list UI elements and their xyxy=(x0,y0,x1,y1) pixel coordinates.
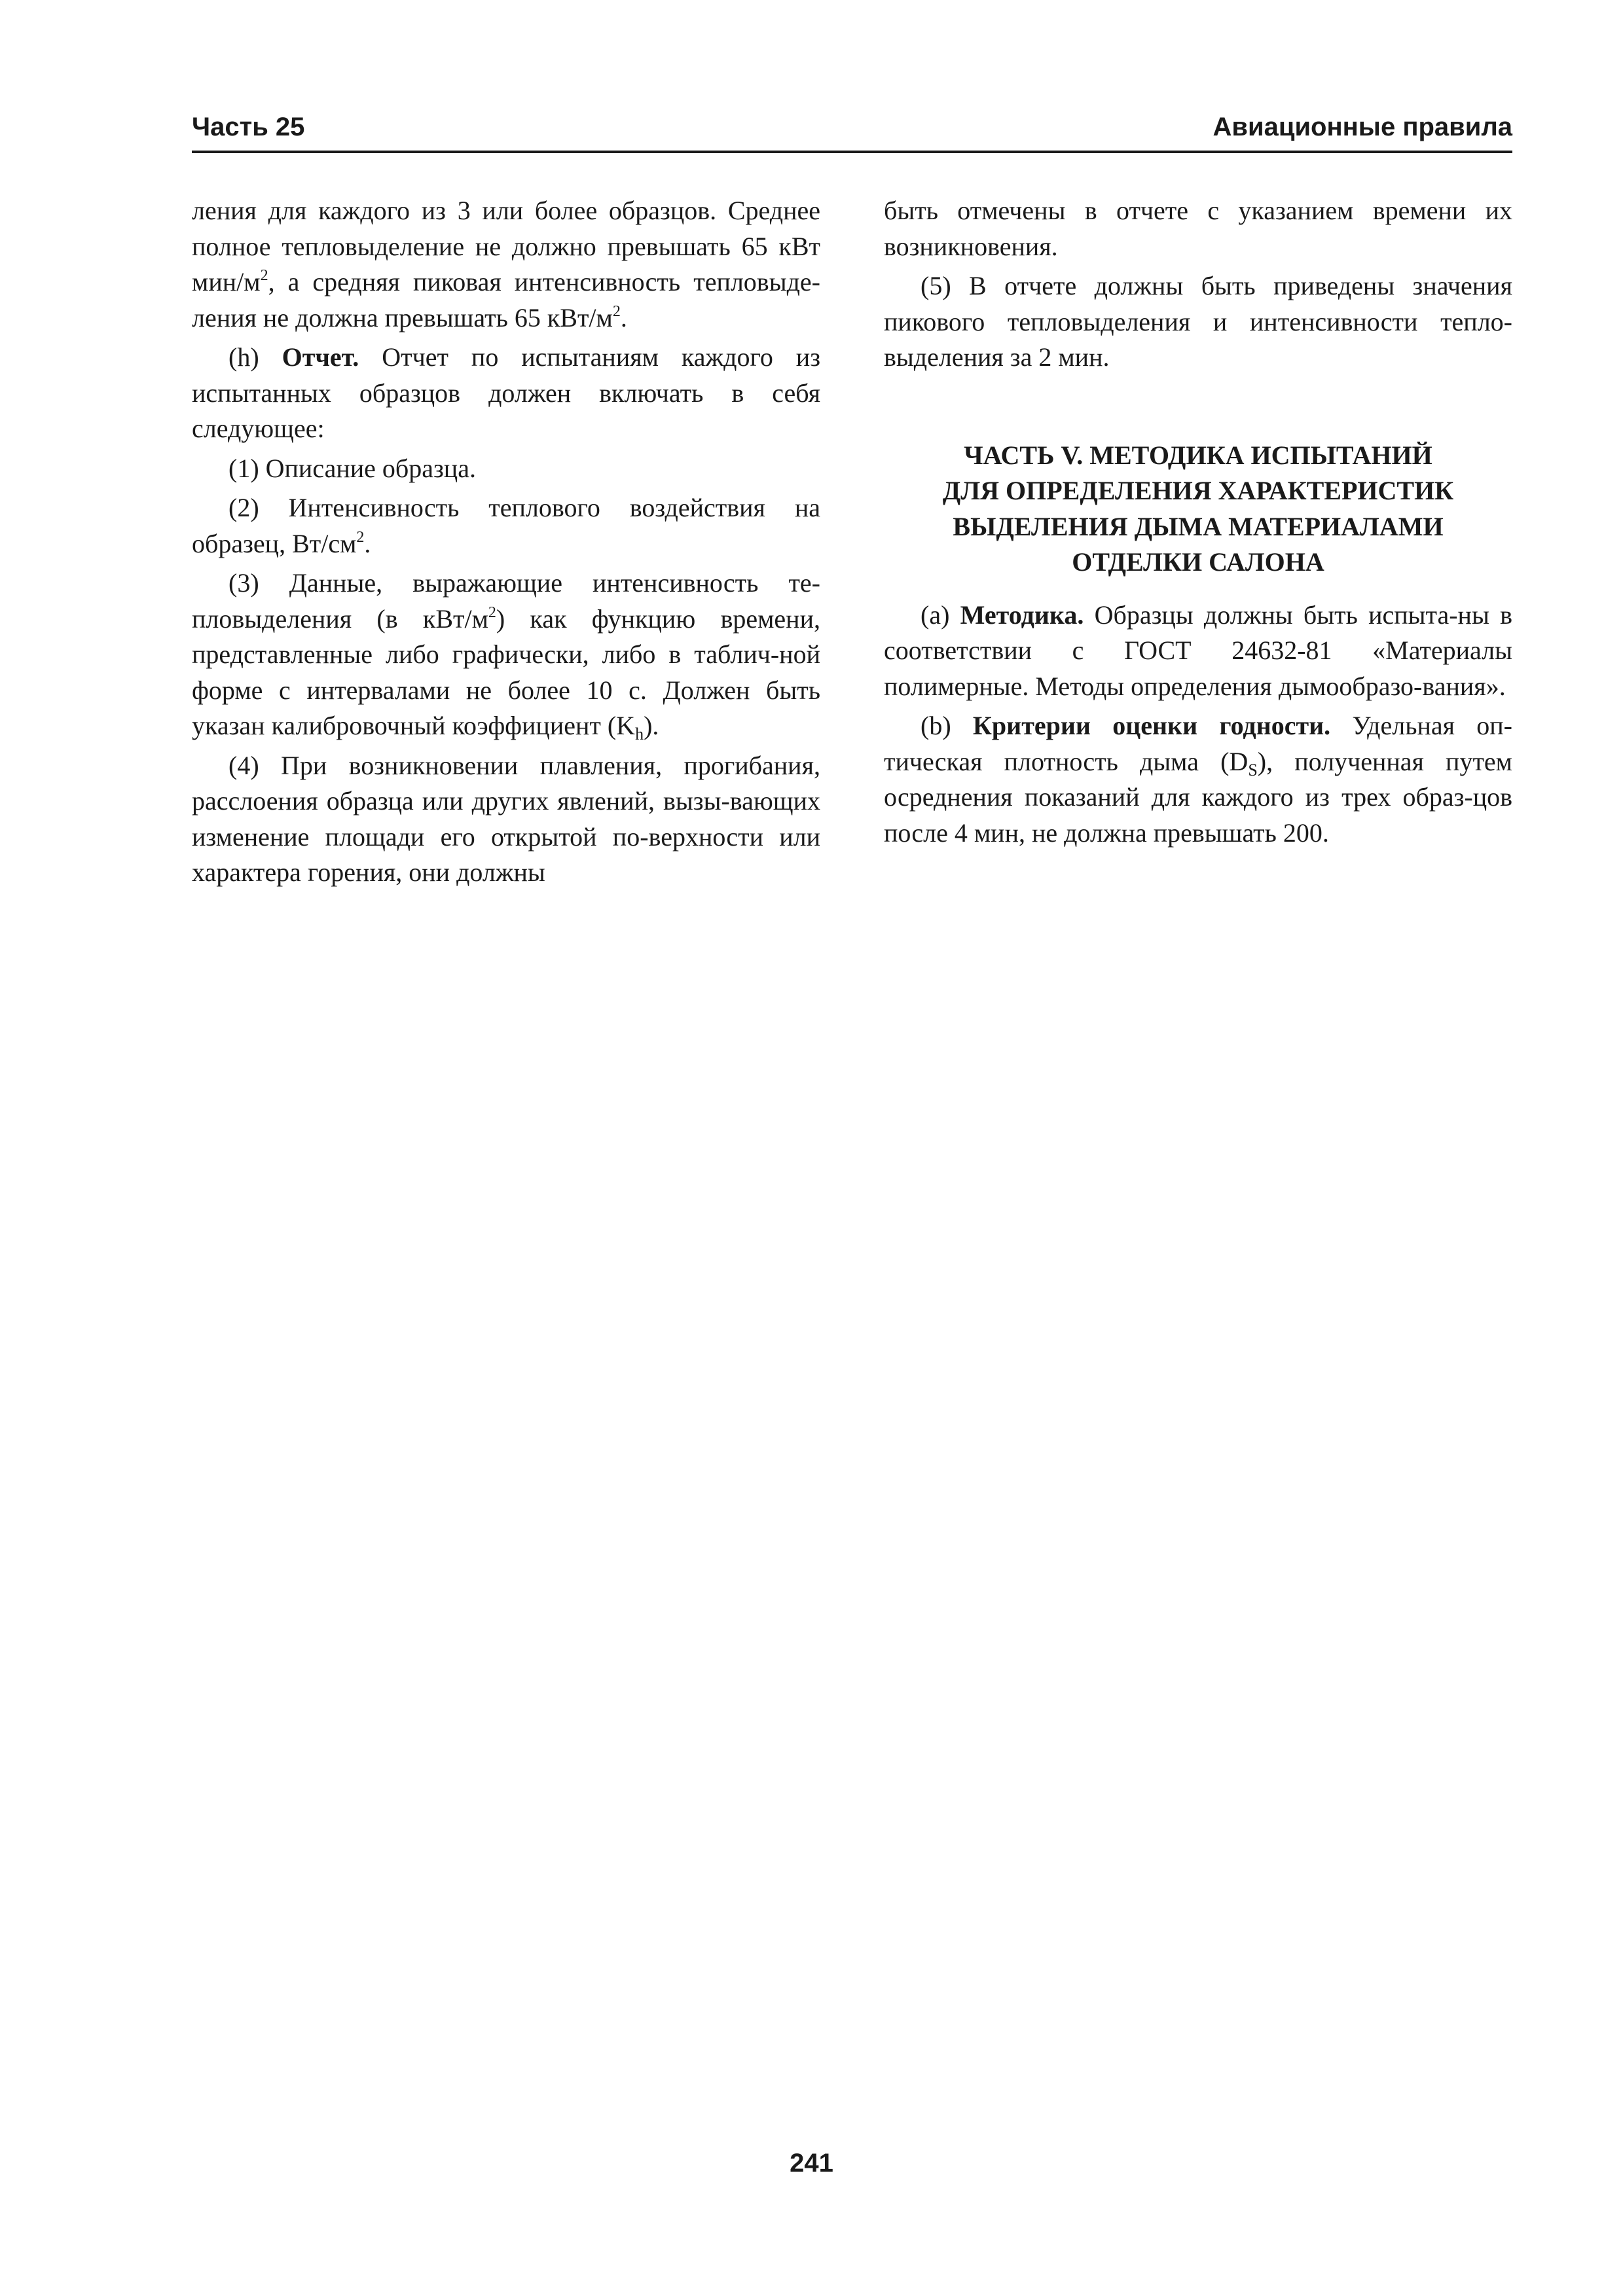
paragraph-a-method: (a) Методика. Образцы должны быть испыта-ны в соответствии с ГОСТ 24632-81 «Материалы полимерные. Методы определения дымообразо-вания». xyxy=(884,600,1512,701)
left-column xyxy=(192,193,820,891)
right-column xyxy=(884,193,1512,851)
list-item-2: (2) Интенсивность теплового воздействия на образец, $Вт/см^2$. xyxy=(192,493,820,558)
paragraph-h-heading: Отчет. xyxy=(282,342,359,372)
running-header xyxy=(192,111,1512,153)
list-item-1: (1) Описание образца. xyxy=(228,453,476,483)
paragraph-h-report: (h) Отчет. Отчет по испытаниям каждого из испытанных образцов должен включать в себя следующее: xyxy=(192,342,821,443)
header-document-title: Авиационные правила xyxy=(1213,113,1512,141)
list-item-3: (3) Данные, выражающие интенсивность те-пловыделения (в кВт/$м^2$) как функцию времени, представленные либо графически, либо в таблич-ной форме с интервалами не более 10 с. Должен быть указан калибровочный коэффициент $(K_h)$. xyxy=(192,568,820,744)
section-title: ЧАСТЬ V. МЕТОДИКА ИСПЫТАНИЙ ДЛЯ ОПРЕДЕЛЕНИЯ ХАРАКТЕРИСТИК ВЫДЕЛЕНИЯ ДЫМА МАТЕРИАЛАМИ ОТДЕЛКИ САЛОНА xyxy=(942,440,1454,577)
paragraph-b-criteria: (b) Критерии оценки годности. Удельная оп-тическая плотность дыма $(D_S)$, полученная путем осреднения показаний для каждого из трех образ-цов после 4 мин, не должна превышать 200. xyxy=(884,711,1513,848)
paragraph-continuation: быть отмечены в отчете с указанием времени их возникновения. xyxy=(884,196,1512,261)
header-part-label: Часть 25 xyxy=(192,113,305,141)
list-item-5: (5) В отчете должны быть приведены значения пикового тепловыделения и интенсивности тепло-выделения за 2 мин. xyxy=(884,271,1512,372)
paragraph-b-heading: Критерии оценки годности. xyxy=(972,711,1331,740)
paragraph-continuation: ления для каждого из 3 или более образцов. Среднее полное тепловыделение не должно превышать 65 кВт мин/$м^2$, а средняя пиковая интенсивность тепловыде-ления не должна превышать 65 кВт/$м^2$. xyxy=(192,196,820,332)
paragraph-a-heading: Методика. xyxy=(960,600,1084,630)
page-number: 241 xyxy=(790,2149,833,2178)
list-item-4: (4) При возникновении плавления, прогибания, расслоения образца или других явлений, вызы-вающих изменение площади его открытой по-верхности или характера горения, они должны xyxy=(192,750,820,887)
